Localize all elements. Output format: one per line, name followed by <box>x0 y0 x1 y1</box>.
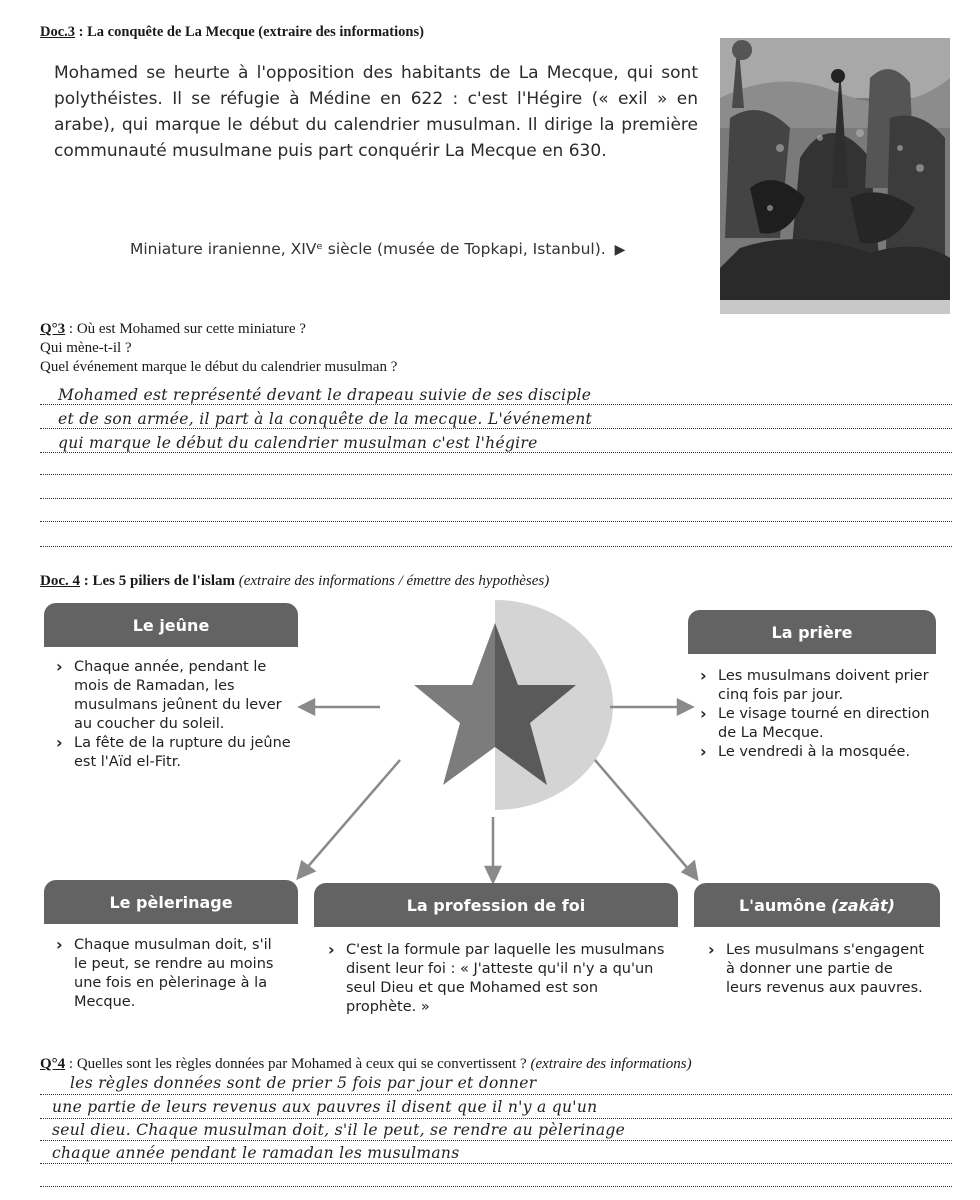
q4-answer-line: les règles données sont de prier 5 fois par jour et donner <box>70 1074 537 1092</box>
answer-line <box>40 452 952 453</box>
q3-answer-line: Mohamed est représenté devant le drapeau suivie de ses disciple <box>58 386 592 404</box>
list-item: › Le vendredi à la mosquée. <box>700 743 932 762</box>
doc3-title: : La conquête de La Mecque (extraire des informations) <box>75 24 424 40</box>
answer-line <box>40 1094 952 1095</box>
pillar-profession-title: La profession de foi <box>314 883 678 927</box>
list-item: › Les musulmans doivent prier cinq fois par jour. <box>700 667 932 705</box>
star-crescent-diagram <box>290 595 710 895</box>
doc4-subtitle: (extraire des informations / émettre des hypothèses) <box>238 573 550 589</box>
list-item: › Chaque année, pendant le mois de Ramadan, les musulmans jeûnent du lever au coucher du soleil. <box>56 658 296 734</box>
caption-text: Miniature iranienne, XIVᵉ siècle (musée de Topkapi, Istanbul). <box>130 240 606 258</box>
answer-line <box>40 1186 952 1187</box>
q3-question2: Qui mène-t-il ? <box>40 340 132 356</box>
pillar-aumone-title <box>694 883 940 927</box>
answer-line <box>40 498 952 499</box>
answer-line <box>40 546 952 547</box>
q3-question1: : Où est Mohamed sur cette miniature ? <box>65 321 306 337</box>
doc3-heading <box>40 24 424 41</box>
q3-answer-line: qui marque le début du calendrier musulman c'est l'hégire <box>58 434 538 452</box>
doc3-caption <box>130 240 625 258</box>
q4-answer-line: chaque année pendant le ramadan les musulmans <box>52 1144 460 1162</box>
pillar-jeune-list <box>56 658 296 772</box>
list-item: › Chaque musulman doit, s'il le peut, se rendre au moins une fois en pèlerinage à la Mecque. <box>56 936 286 1012</box>
pillar-profession-list <box>328 941 668 1017</box>
doc3-label: Doc.3 <box>40 24 76 40</box>
list-item: › C'est la formule par laquelle les musulmans disent leur foi : « J'atteste qu'il n'y a qu'un seul Dieu et que Mohamed est son prophète. » <box>328 941 668 1017</box>
q3-question3: Quel événement marque le début du calendrier musulman ? <box>40 359 398 375</box>
arrow-to-aumone <box>595 760 690 871</box>
q4-label: Q°4 <box>40 1056 66 1072</box>
pillar-jeune-title: Le jeûne <box>44 603 298 647</box>
answer-line <box>40 1140 952 1141</box>
answer-line <box>40 1163 952 1164</box>
pillar-pelerinage-title: Le pèlerinage <box>44 880 298 924</box>
doc4-label: Doc. 4 <box>40 573 80 589</box>
list-item: › Les musulmans s'engagent à donner une partie de leurs revenus aux pauvres. <box>708 941 928 998</box>
answer-line <box>40 428 952 429</box>
answer-line <box>40 1118 952 1119</box>
doc4-heading <box>40 573 549 590</box>
pillar-aumone-list <box>708 941 928 998</box>
doc4-title: : Les 5 piliers de l'islam <box>80 573 239 589</box>
star-left-half <box>414 623 495 785</box>
list-item: › Le visage tourné en direction de La Mecque. <box>700 705 932 743</box>
pillar-pelerinage-list <box>56 936 286 1012</box>
aumone-title-text: L'aumône <box>738 895 827 915</box>
answer-line <box>40 404 952 405</box>
q3-label: Q°3 <box>40 321 66 337</box>
doc3-paragraph: Mohamed se heurte à l'opposition des habitants de La Mecque, qui sont polythéistes. Il se réfugie à Médine en 622 : c'est l'Hégire (« exil » en arabe), qui marque le début du calendrier musulman. Il dirige la première communauté musulmane puis part conquérir La Mecque en 630. <box>54 63 698 161</box>
answer-line <box>40 474 952 475</box>
q3-block <box>40 320 397 377</box>
aumone-title-italic: (zakât) <box>831 895 895 915</box>
q4-question <box>40 1055 960 1074</box>
q4-answer-line: une partie de leurs revenus aux pauvres il disent que il n'y a qu'un <box>52 1098 598 1116</box>
q4-question-text: : Quelles sont les règles données par Mohamed à ceux qui se convertissent ? <box>65 1056 531 1072</box>
list-item: › La fête de la rupture du jeûne est l'Aïd el-Fitr. <box>56 734 296 772</box>
q4-question-italic: (extraire des informations) <box>530 1056 692 1072</box>
pillar-priere-title: La prière <box>688 610 936 654</box>
q4-answer-line: seul dieu. Chaque musulman doit, s'il le peut, se rendre au pèlerinage <box>52 1121 626 1139</box>
q3-answer-line: et de son armée, il part à la conquête de la mecque. L'événement <box>58 410 593 428</box>
miniature-image <box>720 38 950 314</box>
answer-line <box>40 521 952 522</box>
pillar-priere-list <box>700 667 932 762</box>
q3-line1 <box>40 320 397 339</box>
caption-arrow-icon: ▶ <box>614 242 626 258</box>
arrow-to-pelerinage <box>305 760 400 870</box>
